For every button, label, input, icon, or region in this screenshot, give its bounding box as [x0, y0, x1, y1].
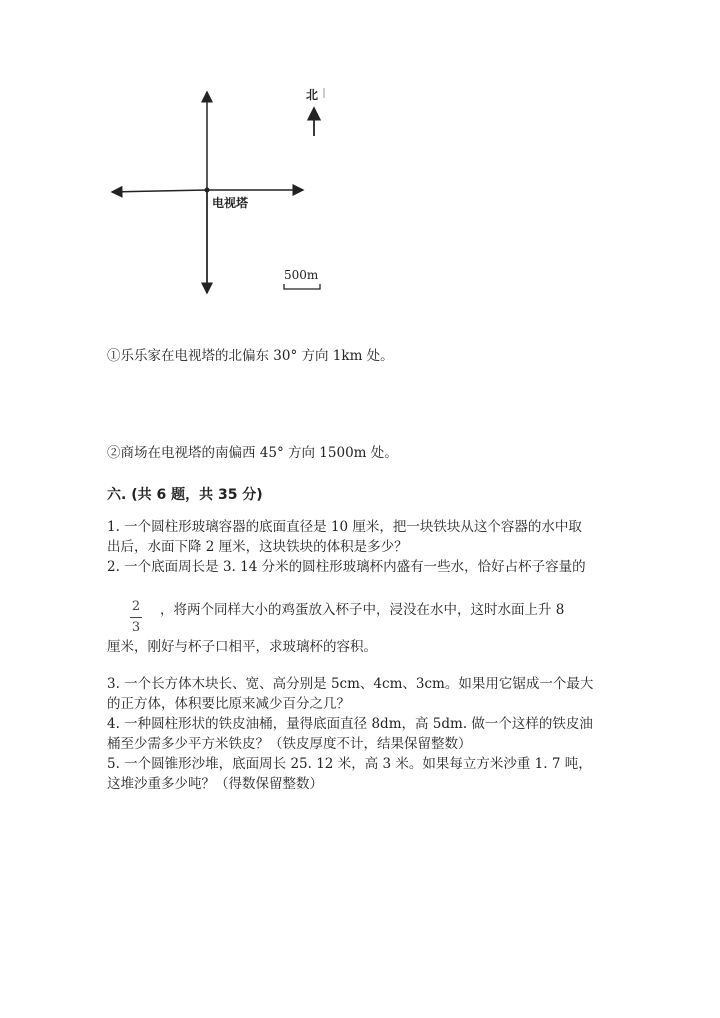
center-dot [205, 188, 210, 193]
q5-line2: 这堆沙重多少吨？（得数保留整数） [107, 776, 323, 792]
scale-bar [284, 284, 320, 289]
q5-line1: 5. 一个圆锥形沙堆，底面周长 25. 12 米，高 3 米。如果每立方米沙重 1. 7 吨， [107, 756, 592, 772]
q1-line1: 1. 一个圆柱形玻璃容器的底面直径是 10 厘米，把一块铁块从这个容器的水中取 [107, 519, 582, 535]
center-label: 电视塔 [212, 196, 249, 210]
fraction-denominator: 3 [131, 620, 141, 635]
q4-line2: 桶至少需多少平方米铁皮？（铁皮厚度不计，结果保留整数） [107, 736, 472, 752]
q2-line2: ，将两个同样大小的鸡蛋放入杯子中，浸没在水中，这时水面上升 8 [160, 602, 565, 618]
north-label: 北 [306, 88, 319, 102]
fraction-bar [130, 617, 142, 618]
q2-line1: 2. 一个底面周长是 3. 14 分米的圆柱形玻璃杯内盛有一些水，恰好占杯子容量的 [107, 559, 586, 575]
q3-line2: 的正方体，体积要比原来减少百分之几？ [107, 696, 350, 712]
q2-line3: 厘米，刚好与杯子口相平，求玻璃杯的容积。 [107, 639, 377, 655]
fraction-numerator: 2 [131, 599, 141, 614]
location-2: ②商场在电视塔的南偏西 45° 方向 1500m 处。 [107, 445, 398, 461]
q1-line2: 出后，水面下降 2 厘米，这块铁块的体积是多少？ [107, 539, 408, 555]
q3-line1: 3. 一个长方体木块长、宽、高分别是 5cm、4cm、3cm。如果用它锯成一个最大 [107, 676, 594, 692]
section-title: 六. (共 6 题，共 35 分) [107, 487, 263, 503]
direction-diagram [0, 0, 720, 320]
location-1: ①乐乐家在电视塔的北偏东 30° 方向 1km 处。 [107, 348, 394, 364]
q4-line1: 4. 一种圆柱形状的铁皮油桶，量得底面直径 8dm，高 5dm. 做一个这样的铁皮油 [107, 716, 593, 732]
west-axis [112, 190, 207, 192]
fraction [130, 598, 142, 637]
scale-label: 500m [284, 268, 319, 282]
